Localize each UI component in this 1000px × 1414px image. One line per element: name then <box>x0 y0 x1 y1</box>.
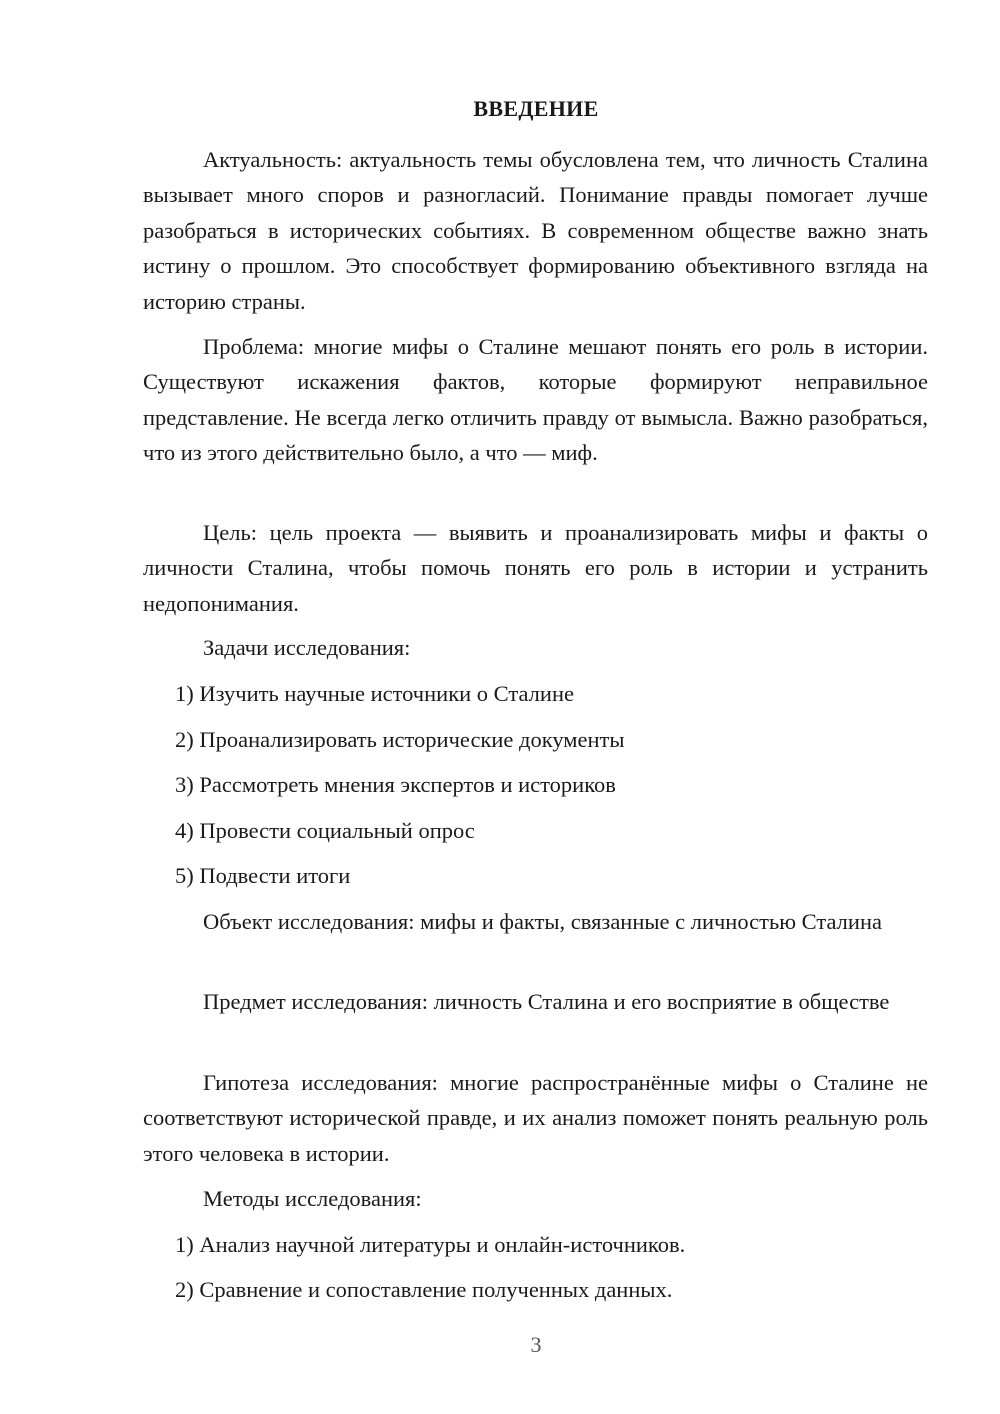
paragraph-hypothesis: Гипотеза исследования: многие распространённые мифы о Сталине не соответствуют исторической правде, и их анализ поможет понять реальную роль этого человека в истории. <box>143 1070 928 1166</box>
paragraph-relevance: Актуальность: актуальность темы обусловлена тем, что личность Сталина вызывает много споров и разногласий. Понимание правды помогает лучше разобраться в исторических событиях. В современном обществе важно знать истину о прошлом. Это способствует формированию объективного взгляда на историю страны. <box>143 147 928 314</box>
paragraph-goal: Цель: цель проекта — выявить и проанализировать мифы и факты о личности Сталина, чтобы помочь понять его роль в истории и устранить недопонимания. <box>143 520 928 616</box>
task-item: 4) Провести социальный опрос <box>175 818 475 843</box>
paragraph-problem: Проблема: многие мифы о Сталине мешают понять его роль в истории. Существуют искажения фактов, которые формируют неправильное представление. Не всегда легко отличить правду от вымысла. Важно разобраться, что из этого действительно было, а что — миф. <box>143 334 928 466</box>
page-number: 3 <box>530 1332 542 1357</box>
paragraph-subject: Предмет исследования: личность Сталина и его восприятие в обществе <box>203 989 890 1014</box>
methods-heading: Методы исследования: <box>203 1186 422 1211</box>
paragraph-object: Объект исследования: мифы и факты, связанные с личностью Сталина <box>203 909 882 934</box>
method-item: 1) Анализ научной литературы и онлайн-источников. <box>175 1232 686 1257</box>
task-item: 3) Рассмотреть мнения экспертов и историков <box>175 772 616 797</box>
task-item: 1) Изучить научные источники о Сталине <box>175 681 574 706</box>
section-title: ВВЕДЕНИЕ <box>473 96 599 121</box>
task-item: 5) Подвести итоги <box>175 863 351 888</box>
tasks-heading: Задачи исследования: <box>203 635 411 660</box>
task-item: 2) Проанализировать исторические документы <box>175 727 625 752</box>
method-item: 2) Сравнение и сопоставление полученных данных. <box>175 1277 673 1302</box>
